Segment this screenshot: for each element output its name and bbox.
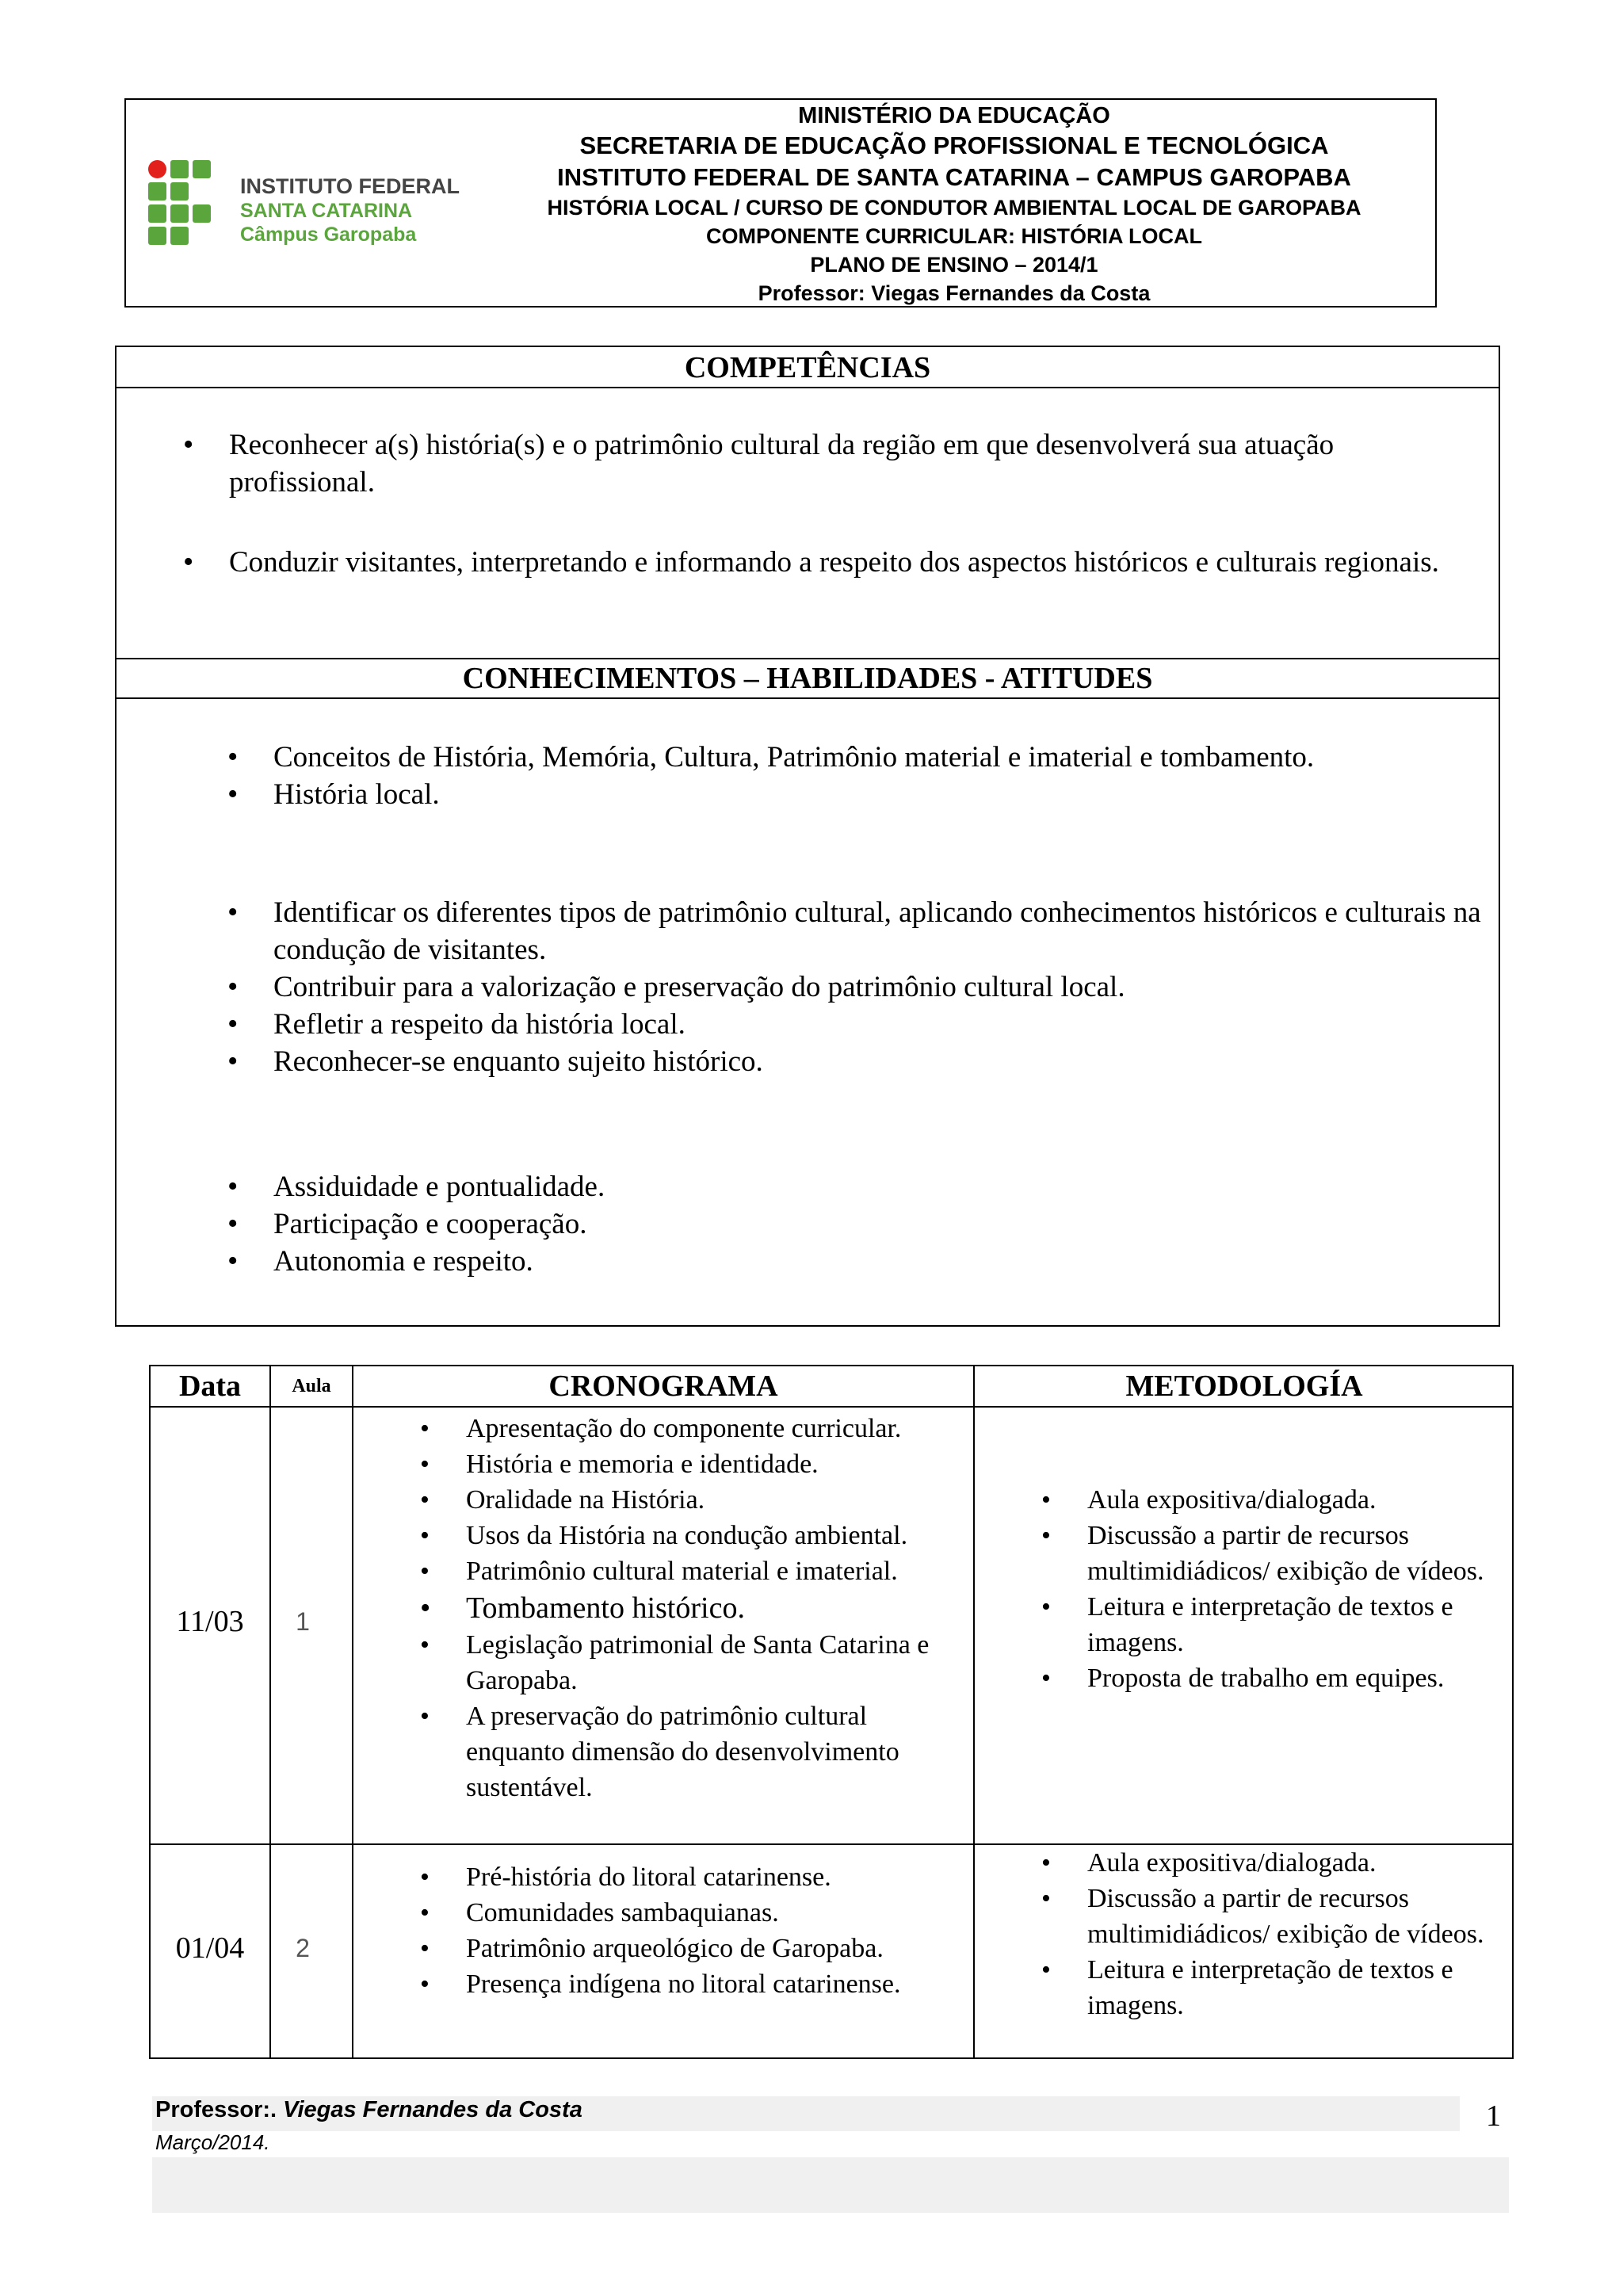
header-instituto: INSTITUTO FEDERAL DE SANTA CATARINA – CAMPUS GAROPABA bbox=[557, 163, 1351, 191]
list-item bbox=[466, 1698, 957, 1805]
logo-square bbox=[170, 182, 189, 201]
competencias-title: COMPETÊNCIAS bbox=[684, 351, 931, 384]
row2-cronograma-list bbox=[466, 1859, 957, 2002]
conhecimento-text: Conceitos de História, Memória, Cultura, Patrimônio material e imaterial e tombamento. bbox=[273, 741, 1315, 774]
row1-metodologia-list bbox=[1087, 1482, 1507, 1696]
header-ministry: MINISTÉRIO DA EDUCAÇÃO bbox=[798, 103, 1110, 128]
header-curso: HISTÓRIA LOCAL / CURSO DE CONDUTOR AMBIENTAL LOCAL DE GAROPABA bbox=[547, 196, 1361, 220]
cronograma-text: A preservação do patrimônio cultural enquanto dimensão do desenvolvimento sustentável. bbox=[466, 1702, 899, 1802]
list-item bbox=[466, 1553, 957, 1589]
logo-name-line3: Câmpus Garopaba bbox=[240, 223, 417, 246]
list-item bbox=[273, 894, 1486, 968]
list-item bbox=[466, 1859, 957, 1895]
page-number: 1 bbox=[1486, 2099, 1501, 2133]
habilidade-text: Contribuir para a valorização e preservação do patrimônio cultural local. bbox=[273, 971, 1125, 1003]
list-item bbox=[229, 544, 1481, 581]
metodologia-text: Leitura e interpretação de textos e imagens. bbox=[1087, 1592, 1453, 1657]
row-divider bbox=[151, 1406, 1512, 1408]
conhecimentos-title: CONHECIMENTOS – HABILIDADES - ATITUDES bbox=[462, 662, 1153, 695]
footer-date: Março/2014. bbox=[155, 2130, 270, 2154]
list-item bbox=[273, 1168, 1486, 1205]
list-item bbox=[273, 1006, 1486, 1043]
atitude-text: Assiduidade e pontualidade. bbox=[273, 1171, 605, 1203]
column-header-aula: Aula bbox=[292, 1376, 331, 1396]
logo-square bbox=[170, 204, 189, 223]
list-item bbox=[1087, 1482, 1507, 1518]
metodologia-text: Leitura e interpretação de textos e imagens. bbox=[1087, 1955, 1453, 2020]
list-item bbox=[273, 1043, 1486, 1080]
logo-square bbox=[193, 160, 211, 178]
cronograma-table bbox=[149, 1365, 1514, 2059]
logo-square bbox=[148, 227, 166, 245]
column-divider bbox=[973, 1366, 975, 2057]
list-item bbox=[1087, 1660, 1507, 1696]
document-header bbox=[124, 98, 1437, 308]
header-secretaria: SECRETARIA DE EDUCAÇÃO PROFISSIONAL E TECNOLÓGICA bbox=[579, 132, 1329, 159]
list-item bbox=[466, 1966, 957, 2002]
competencia-text: Reconhecer a(s) história(s) e o patrimônio cultural da região em que desenvolverá sua atuação profissional. bbox=[229, 429, 1335, 499]
metodologia-text: Discussão a partir de recursos multimidiádicos/ exibição de vídeos. bbox=[1087, 1884, 1484, 1949]
institution-logo bbox=[140, 152, 460, 257]
competencia-text: Conduzir visitantes, interpretando e informando a respeito dos aspectos históricos e culturais regionais. bbox=[229, 546, 1439, 579]
metodologia-text: Discussão a partir de recursos multimidiádicos/ exibição de vídeos. bbox=[1087, 1521, 1484, 1586]
atitude-text: Participação e cooperação. bbox=[273, 1208, 587, 1240]
atitude-text: Autonomia e respeito. bbox=[273, 1245, 533, 1278]
cronograma-text: História e memoria e identidade. bbox=[466, 1450, 819, 1479]
list-item bbox=[273, 1205, 1486, 1243]
metodologia-text: Aula expositiva/dialogada. bbox=[1087, 1485, 1377, 1515]
habilidade-text: Identificar os diferentes tipos de patrimônio cultural, aplicando conhecimentos históricos e culturais na condução de visitantes. bbox=[273, 896, 1481, 966]
logo-square bbox=[170, 160, 189, 178]
column-header-cronograma: CRONOGRAMA bbox=[548, 1370, 778, 1403]
divider bbox=[116, 697, 1499, 699]
metodologia-text: Proposta de trabalho em equipes. bbox=[1087, 1664, 1445, 1693]
list-item bbox=[1087, 1518, 1507, 1589]
list-item bbox=[229, 426, 1481, 501]
conhecimentos-list bbox=[273, 739, 1486, 813]
header-professor: Professor: Viegas Fernandes da Costa bbox=[758, 281, 1151, 305]
competencias-section bbox=[115, 346, 1500, 1327]
column-header-data: Data bbox=[178, 1370, 242, 1403]
cronograma-text: Oralidade na História. bbox=[466, 1485, 705, 1515]
cronograma-text: Apresentação do componente curricular. bbox=[466, 1414, 902, 1443]
logo-red-circle bbox=[148, 160, 166, 178]
header-componente: COMPONENTE CURRICULAR: HISTÓRIA LOCAL bbox=[706, 224, 1202, 248]
list-item bbox=[466, 1627, 957, 1698]
list-item bbox=[466, 1411, 957, 1446]
list-item bbox=[466, 1589, 957, 1627]
habilidades-list bbox=[273, 894, 1486, 1080]
footer-professor bbox=[155, 2097, 582, 2123]
atitudes-list bbox=[273, 1168, 1486, 1280]
list-item bbox=[466, 1518, 957, 1553]
cronograma-text: Patrimônio arqueológico de Garopaba. bbox=[466, 1934, 884, 1963]
logo-square bbox=[193, 204, 211, 223]
logo-square bbox=[148, 204, 166, 223]
row2-aula: 2 bbox=[296, 1934, 310, 1962]
cronograma-text: Patrimônio cultural material e imaterial. bbox=[466, 1557, 898, 1586]
habilidade-text: Refletir a respeito da história local. bbox=[273, 1008, 685, 1041]
list-item bbox=[1087, 1881, 1507, 1952]
footer-professor-name: Viegas Fernandes da Costa bbox=[283, 2097, 582, 2122]
footer-professor-label: Professor:. bbox=[155, 2097, 277, 2122]
list-item bbox=[273, 776, 1486, 813]
column-header-metodologia: METODOLOGÍA bbox=[1125, 1370, 1363, 1403]
list-item bbox=[466, 1482, 957, 1518]
logo-square bbox=[170, 227, 189, 245]
cronograma-text: Tombamento histórico. bbox=[466, 1591, 745, 1625]
logo-name-line1: INSTITUTO FEDERAL bbox=[240, 174, 460, 198]
competencias-list bbox=[229, 426, 1481, 581]
list-item bbox=[273, 968, 1486, 1006]
cronograma-text: Usos da História na condução ambiental. bbox=[466, 1521, 908, 1550]
cronograma-text: Legislação patrimonial de Santa Catarina e Garopaba. bbox=[466, 1630, 930, 1695]
cronograma-text: Comunidades sambaquianas. bbox=[466, 1898, 779, 1927]
row2-data: 01/04 bbox=[175, 1931, 245, 1965]
row1-cronograma-list bbox=[466, 1411, 957, 1805]
list-item bbox=[1087, 1845, 1507, 1881]
column-divider bbox=[352, 1366, 353, 2057]
list-item bbox=[466, 1895, 957, 1931]
cronograma-text: Presença indígena no litoral catarinense. bbox=[466, 1969, 901, 1999]
footer-band bbox=[152, 2157, 1509, 2213]
list-item bbox=[273, 739, 1486, 776]
row1-data: 11/03 bbox=[176, 1605, 244, 1638]
divider bbox=[116, 387, 1499, 388]
logo-square bbox=[148, 182, 166, 201]
header-plano: PLANO DE ENSINO – 2014/1 bbox=[810, 253, 1098, 277]
cronograma-text: Pré-história do litoral catarinense. bbox=[466, 1862, 831, 1892]
list-item bbox=[273, 1243, 1486, 1280]
logo-name-line2: SANTA CATARINA bbox=[240, 200, 413, 222]
conhecimento-text: História local. bbox=[273, 778, 440, 811]
list-item bbox=[1087, 1952, 1507, 2023]
row1-aula: 1 bbox=[296, 1607, 310, 1636]
list-item bbox=[1087, 1589, 1507, 1660]
list-item bbox=[466, 1931, 957, 1966]
metodologia-text: Aula expositiva/dialogada. bbox=[1087, 1848, 1377, 1878]
habilidade-text: Reconhecer-se enquanto sujeito histórico. bbox=[273, 1045, 763, 1078]
row2-metodologia-list bbox=[1087, 1845, 1507, 2023]
header-text-block bbox=[475, 100, 1434, 308]
list-item bbox=[466, 1446, 957, 1482]
